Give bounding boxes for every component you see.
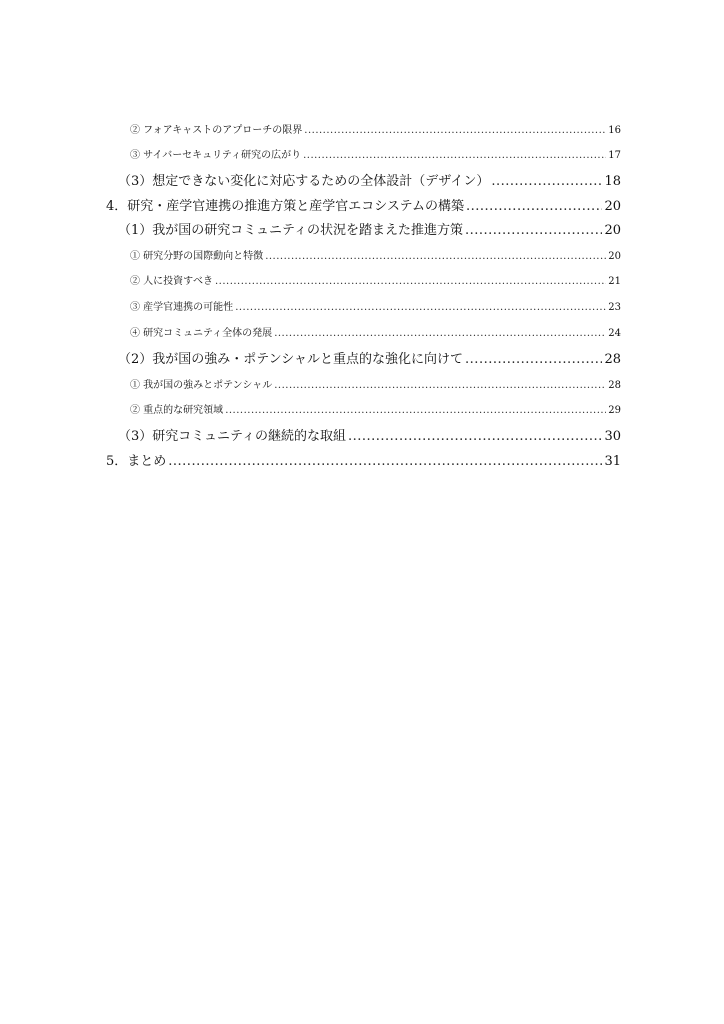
toc-entry-title: （2）我が国の強み・ポテンシャルと重点的な強化に向けて <box>118 352 464 367</box>
toc-entry-title: （3）研究コミュニティの継続的な取組 <box>118 429 346 444</box>
toc-entry-page: 29 <box>608 405 621 416</box>
toc-entry-title: ② 人に投資すべき <box>130 276 213 287</box>
toc-entry[interactable] <box>118 170 621 189</box>
toc-entry-title: ③ 産学官連携の可能性 <box>130 302 234 313</box>
toc-dot-leader <box>465 223 602 238</box>
toc-dot-leader <box>235 302 606 313</box>
toc-dot-leader <box>225 405 606 416</box>
toc-dot-leader <box>274 328 606 339</box>
toc-dot-leader <box>303 150 606 161</box>
toc-dot-leader <box>168 454 602 469</box>
toc-entry-title: 4．研究・産学官連携の推進方策と産学官エコシステムの構築 <box>106 199 464 214</box>
toc-dot-leader <box>465 352 602 367</box>
toc-entry-page: 20 <box>604 199 621 214</box>
toc-entry-page: 24 <box>608 328 621 339</box>
toc-entry-page: 18 <box>604 174 621 189</box>
toc-entry[interactable] <box>130 247 621 262</box>
toc-entry[interactable] <box>130 121 621 136</box>
toc-entry-page: 16 <box>608 125 621 136</box>
toc-dot-leader <box>274 380 606 391</box>
toc-entry[interactable] <box>130 401 621 416</box>
toc-entry-title: ② 重点的な研究領域 <box>130 405 224 416</box>
toc-dot-leader <box>215 276 606 287</box>
toc-entry-page: 31 <box>604 454 621 469</box>
toc-entry[interactable] <box>118 348 621 367</box>
toc-entry-page: 21 <box>608 276 621 287</box>
toc-entry[interactable] <box>130 298 621 313</box>
toc-entry-title: （1）我が国の研究コミュニティの状況を踏まえた推進方策 <box>118 223 463 238</box>
toc-dot-leader <box>491 174 602 189</box>
toc-dot-leader <box>265 251 606 262</box>
toc-entry-title: 5．まとめ <box>106 454 167 469</box>
toc-entry[interactable] <box>106 450 621 469</box>
toc-entry-page: 20 <box>604 223 621 238</box>
toc-entry-page: 30 <box>604 429 621 444</box>
toc-entry-page: 28 <box>604 352 621 367</box>
toc-entry[interactable] <box>118 219 621 238</box>
toc-dot-leader <box>304 125 606 136</box>
toc-entry[interactable] <box>130 272 621 287</box>
toc-entry-title: ② フォアキャストのアプローチの限界 <box>130 125 303 136</box>
toc-entry-page: 28 <box>608 380 621 391</box>
toc-entry-page: 23 <box>608 302 621 313</box>
toc-entry[interactable] <box>118 425 621 444</box>
toc-entry[interactable] <box>130 376 621 391</box>
toc-entry-page: 20 <box>608 251 621 262</box>
toc-entry-page: 17 <box>608 150 621 161</box>
toc-entry-title: ④ 研究コミュニティ全体の発展 <box>130 328 273 339</box>
toc-entry-title: ① 研究分野の国際動向と特徴 <box>130 251 264 262</box>
toc-entry-title: （3）想定できない変化に対応するための全体設計（デザイン） <box>118 174 490 189</box>
toc-entry-title: ① 我が国の強みとポテンシャル <box>130 380 273 391</box>
toc-entry[interactable] <box>130 146 621 161</box>
toc-entry[interactable] <box>106 195 621 214</box>
toc-entry[interactable] <box>130 324 621 339</box>
toc-entry-title: ③ サイバーセキュリティ研究の広がり <box>130 150 302 161</box>
toc-dot-leader <box>348 429 602 444</box>
toc-dot-leader <box>466 199 602 214</box>
